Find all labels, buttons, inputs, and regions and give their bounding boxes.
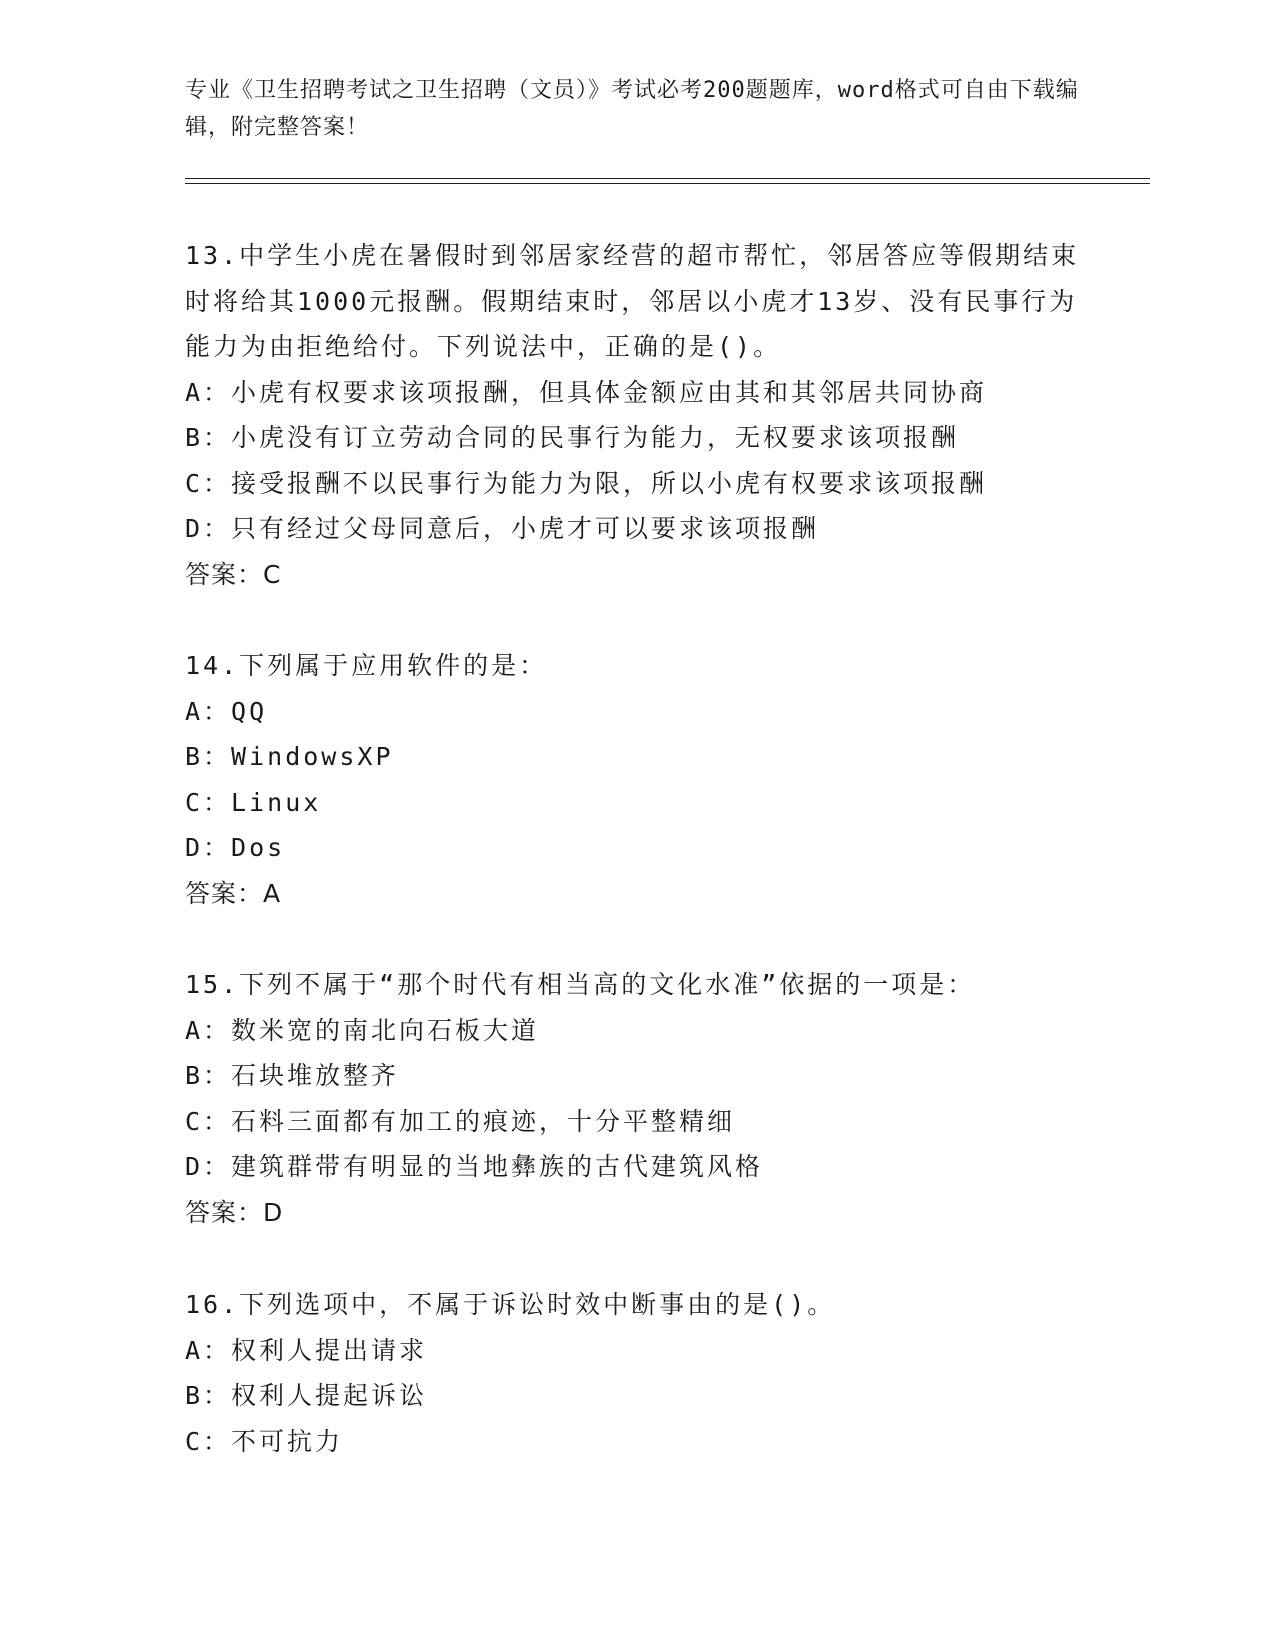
option-b: B：WindowsXP <box>185 742 394 771</box>
option-b: B：石块堆放整齐 <box>185 1061 400 1090</box>
option-b: B：小虎没有订立劳动合同的民事行为能力，无权要求该项报酬 <box>185 423 960 452</box>
question-13 <box>185 233 1085 597</box>
answer: 答案：C <box>185 559 282 589</box>
question-stem: 14.下列属于应用软件的是： <box>185 651 548 680</box>
header-rule-top <box>185 178 1150 179</box>
page-header: 专业《卫生招聘考试之卫生招聘（文员）》考试必考200题题库，word格式可自由下载编辑，附完整答案！ <box>185 78 1079 140</box>
option-c: C：石料三面都有加工的痕迹，十分平整精细 <box>185 1106 736 1136</box>
option-d: D：只有经过父母同意后，小虎才可以要求该项报酬 <box>185 514 820 543</box>
answer: 答案：A <box>185 878 282 908</box>
option-d: D：Dos <box>185 833 286 862</box>
option-c: C：Linux <box>185 787 322 817</box>
header-rule-bottom <box>185 183 1150 184</box>
option-b: B：权利人提起诉讼 <box>185 1381 428 1410</box>
question-15 <box>185 962 1085 1235</box>
option-c: C：不可抗力 <box>185 1426 344 1456</box>
option-a: A：小虎有权要求该项报酬，但具体金额应由其和其邻居共同协商 <box>185 377 988 407</box>
option-a: A：数米宽的南北向石板大道 <box>185 1015 540 1045</box>
question-stem: 13.中学生小虎在暑假时到邻居家经营的超市帮忙，邻居答应等假期结束时将给其1000元报酬。假期结束时，邻居以小虎才13岁、没有民事行为能力为由拒绝给付。下列说法中，正确的是()。 <box>185 241 1080 361</box>
option-a: A：权利人提出请求 <box>185 1335 428 1365</box>
answer: 答案：D <box>185 1197 284 1227</box>
question-16 <box>185 1282 1085 1464</box>
option-d: D：建筑群带有明显的当地彝族的古代建筑风格 <box>185 1152 764 1181</box>
question-stem: 16.下列选项中，不属于诉讼时效中断事由的是()。 <box>185 1290 836 1319</box>
option-a: A：QQ <box>185 696 268 726</box>
question-14 <box>185 643 1085 916</box>
question-stem: 15.下列不属于“那个时代有相当高的文化水准”依据的一项是： <box>185 970 976 999</box>
option-c: C：接受报酬不以民事行为能力为限，所以小虎有权要求该项报酬 <box>185 468 988 498</box>
